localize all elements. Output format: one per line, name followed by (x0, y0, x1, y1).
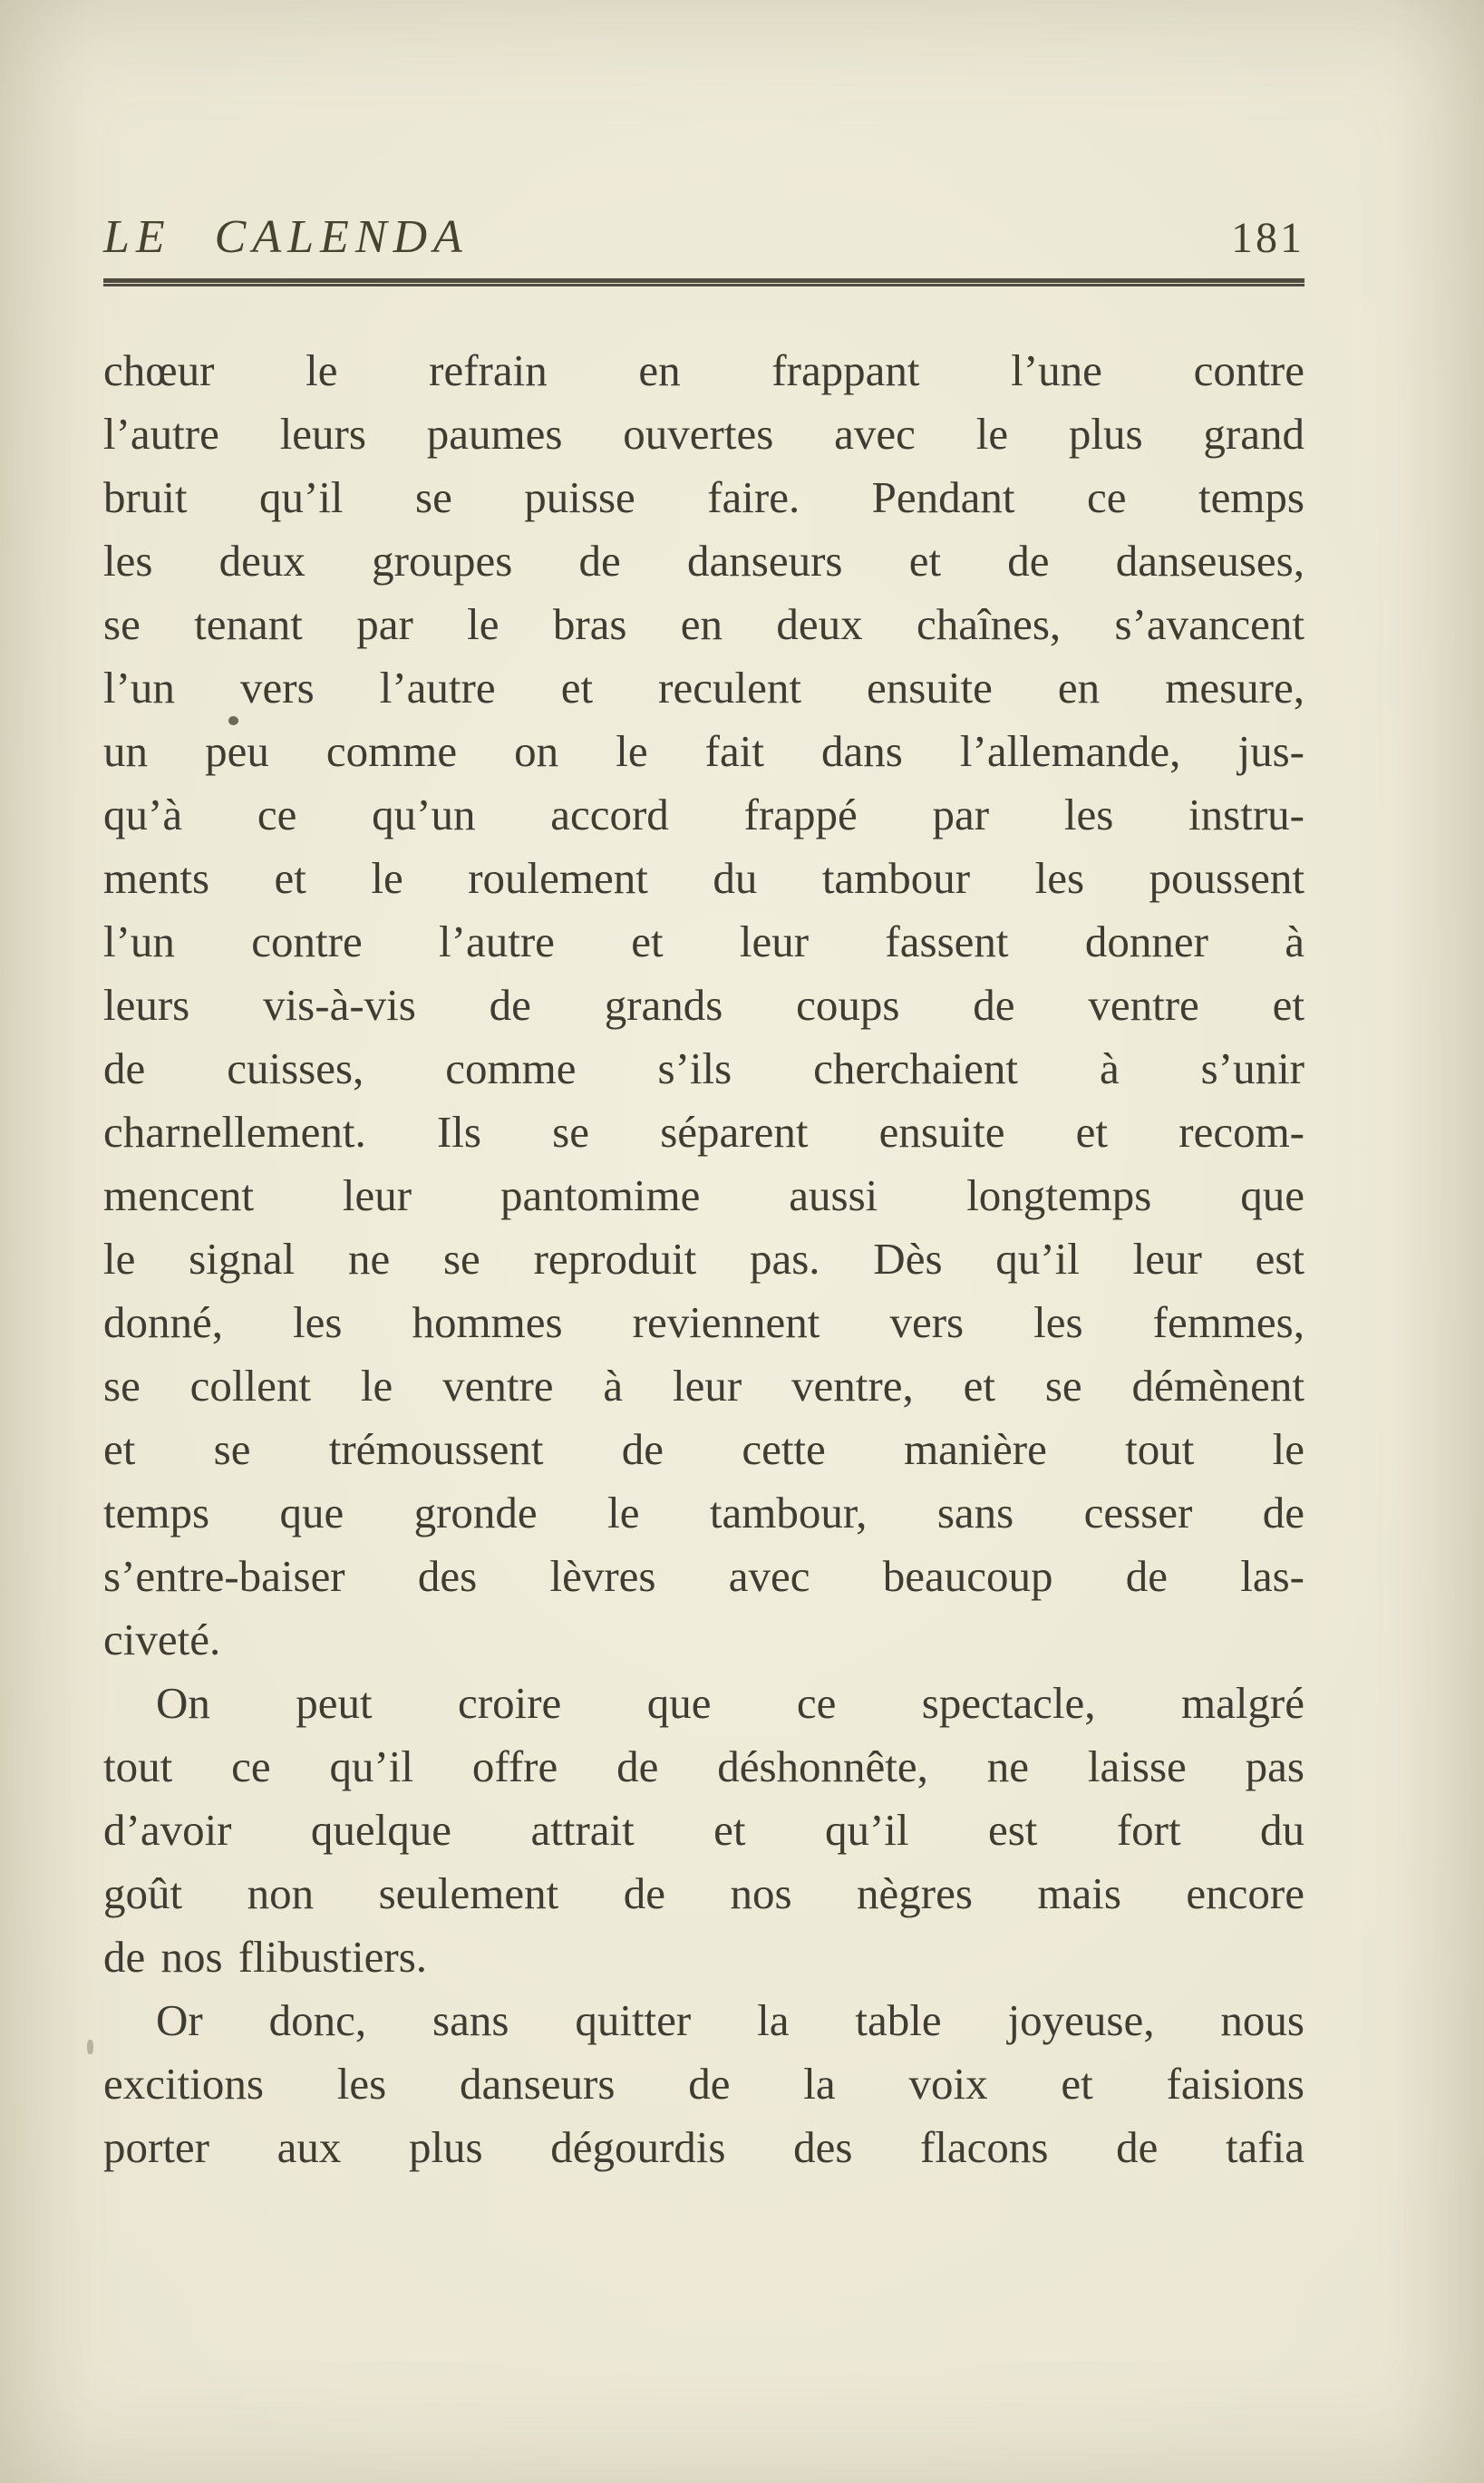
header-double-rule (103, 278, 1305, 286)
text-line: l’un vers l’autre et reculent ensuite en mesure, (103, 663, 1305, 713)
paragraph-3 (103, 1989, 1305, 2179)
page-header (103, 210, 1305, 264)
text-line: l’autre leurs paumes ouvertes avec le plus grand (103, 409, 1305, 459)
text-line: temps que gronde le tambour, sans cesser de (103, 1488, 1305, 1537)
text-line: se tenant par le bras en deux chaînes, s’avancent (103, 599, 1305, 649)
text-line: excitions les danseurs de la voix et faisions (103, 2059, 1305, 2109)
text-line: bruit qu’il se puisse faire. Pendant ce temps (103, 472, 1305, 522)
text-line: leurs vis-à-vis de grands coups de ventre et (103, 980, 1305, 1030)
paragraph-1 (103, 339, 1305, 1672)
text-line: de nos flibustiers. (103, 1932, 428, 1982)
text-line: tout ce qu’il offre de déshonnête, ne laisse pas (103, 1741, 1305, 1791)
text-line: se collent le ventre à leur ventre, et se démènent (103, 1361, 1305, 1411)
text-line: qu’à ce qu’un accord frappé par les instru- (103, 790, 1305, 839)
text-line: les deux groupes de danseurs et de danseuses, (103, 536, 1305, 586)
text-line: un peu comme on le fait dans l’allemande, jus- (103, 726, 1305, 776)
text-line: porter aux plus dégourdis des flacons de tafia (103, 2122, 1305, 2172)
text-line: Or donc, sans quitter la table joyeuse, nous (156, 1995, 1305, 2045)
text-line: charnellement. Ils se séparent ensuite et recom- (103, 1107, 1305, 1157)
text-line: s’entre-baiser des lèvres avec beaucoup de las- (103, 1551, 1305, 1601)
text-line: ments et le roulement du tambour les poussent (103, 853, 1305, 903)
text-line: et se trémoussent de cette manière tout le (103, 1424, 1305, 1474)
text-line: goût non seulement de nos nègres mais encore (103, 1868, 1305, 1918)
text-line: le signal ne se reproduit pas. Dès qu’il leur est (103, 1234, 1305, 1284)
text-line: civeté. (103, 1615, 221, 1664)
text-line: mencent leur pantomime aussi longtemps que (103, 1170, 1305, 1220)
text-line: l’un contre l’autre et leur fassent donner à (103, 917, 1305, 966)
text-line: donné, les hommes reviennent vers les femmes, (103, 1297, 1305, 1347)
text-line: d’avoir quelque attrait et qu’il est fort du (103, 1805, 1305, 1855)
paragraph-2 (103, 1672, 1305, 1989)
ink-speck (87, 2040, 93, 2054)
text-line: de cuisses, comme s’ils cherchaient à s’unir (103, 1043, 1305, 1093)
ink-speck (228, 716, 238, 725)
running-title: LE CALENDA (103, 211, 469, 263)
page-number: 181 (1231, 214, 1305, 262)
body-text (103, 339, 1305, 2179)
text-line: On peut croire que ce spectacle, malgré (156, 1678, 1305, 1728)
text-line: chœur le refrain en frappant l’une contre (103, 345, 1305, 395)
